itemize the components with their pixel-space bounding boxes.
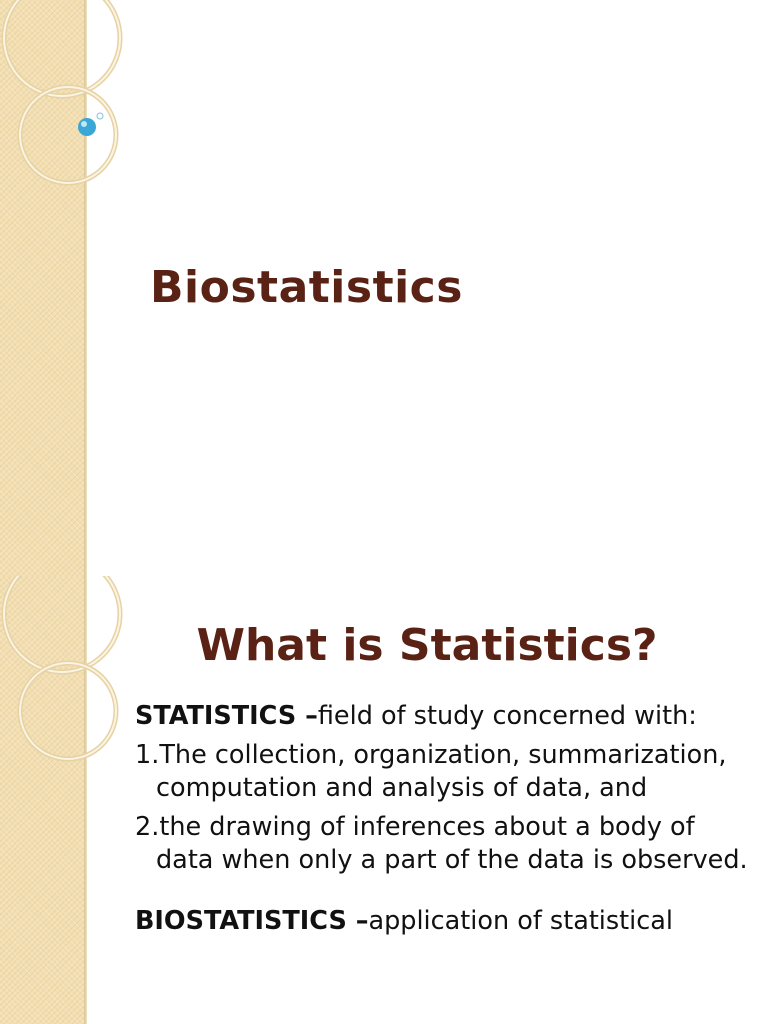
statistics-definition bbox=[135, 700, 755, 733]
bead-highlight bbox=[81, 121, 87, 127]
blue-bead-icon bbox=[78, 118, 96, 136]
ring-ornament bbox=[0, 576, 140, 776]
list-item bbox=[135, 811, 755, 877]
slide-title: Biostatistics bbox=[150, 262, 463, 313]
ring-ornament bbox=[4, 0, 120, 96]
slide-body bbox=[135, 700, 755, 944]
list-number: 1. bbox=[135, 740, 160, 770]
definition-term: STATISTICS – bbox=[135, 701, 318, 731]
slide-2 bbox=[0, 576, 768, 1024]
numbered-list bbox=[135, 739, 755, 877]
definition-text: field of study concerned with: bbox=[317, 701, 697, 731]
ring-ornament bbox=[20, 663, 116, 759]
small-bead-icon bbox=[97, 113, 103, 119]
ring-ornament bbox=[0, 0, 140, 200]
ring-ornament bbox=[20, 87, 116, 183]
definition-term: BIOSTATISTICS – bbox=[135, 906, 369, 936]
list-text: The collection, organization, summarization, computation and analysis of data, and bbox=[156, 740, 727, 803]
biostatistics-definition bbox=[135, 905, 755, 938]
list-text: the drawing of inferences about a body of data when only a part of the data is observed. bbox=[156, 812, 748, 875]
slide-title: What is Statistics? bbox=[196, 620, 658, 671]
list-item bbox=[135, 739, 755, 805]
definition-text: application of statistical bbox=[368, 906, 673, 936]
list-number: 2. bbox=[135, 812, 160, 842]
